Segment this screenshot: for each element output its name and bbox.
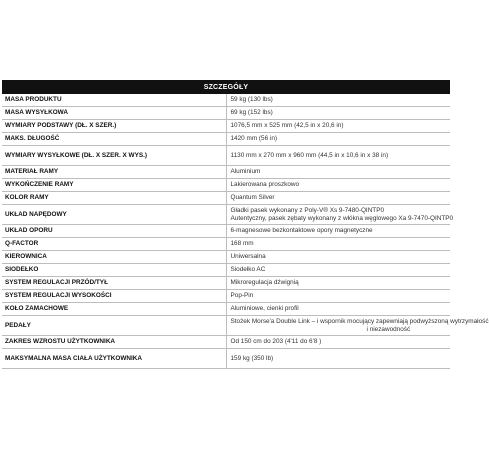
spec-value-line: Autentyczny, pasek zębaty wykonany z włókna węglowego Xa 9-7470-QINTP0	[230, 214, 454, 222]
spec-label: WYKOŃCZENIE RAMY	[2, 179, 226, 192]
spec-label: SYSTEM REGULACJI PRZÓD/TYŁ	[2, 277, 226, 290]
table-row	[2, 205, 450, 225]
spec-value	[226, 316, 489, 336]
spec-label: WYMIARY PODSTAWY (DŁ. X SZER.)	[2, 120, 226, 133]
spec-label: SIODEŁKO	[2, 264, 226, 277]
table-row	[2, 225, 450, 238]
table-header: SZCZEGÓŁY	[2, 80, 450, 94]
spec-label: MAKS. DŁUGOŚĆ	[2, 133, 226, 146]
spec-label: KIEROWNICA	[2, 251, 226, 264]
spec-label: SYSTEM REGULACJI WYSOKOŚCI	[2, 290, 226, 303]
table-header-row	[2, 80, 450, 94]
spec-value: 59 kg (130 lbs)	[226, 94, 450, 107]
spec-value-line: Gładki pasek wykonany z Poly-V® Xs 9-7480-QINTP0	[230, 206, 385, 214]
spec-value: Pop-Pin	[226, 290, 450, 303]
table-row	[2, 179, 450, 192]
spec-value: 1130 mm x 270 mm x 960 mm (44,5 in x 10,6 in x 38 in)	[226, 146, 450, 166]
spec-label: WYMIARY WYSYŁKOWE (DŁ. X SZER. X WYS.)	[2, 146, 226, 166]
specifications-table	[2, 80, 489, 369]
spec-value: 168 mm	[226, 238, 450, 251]
table-row	[2, 303, 450, 316]
table-row	[2, 94, 450, 107]
spec-value: Quantum Silver	[226, 192, 450, 205]
table-row	[2, 192, 450, 205]
spec-value: Mikroregulacja dźwignią	[226, 277, 450, 290]
spec-label: UKŁAD OPORU	[2, 225, 226, 238]
spec-value: Lakierowana proszkowo	[226, 179, 450, 192]
spec-value: 69 kg (152 lbs)	[226, 107, 450, 120]
table-row	[2, 251, 450, 264]
spec-label: KOŁO ZAMACHOWE	[2, 303, 226, 316]
spec-value: Od 150 cm do 203 (4'11 do 6'8 )	[226, 336, 450, 349]
table-row	[2, 120, 450, 133]
spec-value: 159 kg (350 lb)	[226, 349, 450, 369]
spec-value: Aluminium	[226, 166, 450, 179]
table-row	[2, 133, 450, 146]
spec-label: Q-FACTOR	[2, 238, 226, 251]
spec-value-line: Stożek Morse'a Double Link – i wspornik mocujący zapewniają podwyższoną wytrzymałość	[230, 317, 489, 325]
spec-value: Aluminiowe, cienki profil	[226, 303, 450, 316]
spec-label: PEDAŁY	[2, 316, 226, 336]
table-row	[2, 336, 450, 349]
spec-value: 1420 mm (56 in)	[226, 133, 450, 146]
spec-label: KOLOR RAMY	[2, 192, 226, 205]
spec-label: MATERIAŁ RAMY	[2, 166, 226, 179]
spec-value	[226, 205, 454, 225]
table-row	[2, 264, 450, 277]
spec-value: 6-magnesowe bezkontaktowe opory magnetyczne	[226, 225, 450, 238]
spec-label: MASA WYSYŁKOWA	[2, 107, 226, 120]
spec-label: MAKSYMALNA MASA CIAŁA UŻYTKOWNIKA	[2, 349, 226, 369]
spec-label: UKŁAD NAPĘDOWY	[2, 205, 226, 225]
table-row	[2, 146, 450, 166]
table-row	[2, 277, 450, 290]
table-row	[2, 238, 450, 251]
spec-label: MASA PRODUKTU	[2, 94, 226, 107]
spec-value: 1076,5 mm x 525 mm (42,5 in x 20,6 in)	[226, 120, 450, 133]
table-row	[2, 107, 450, 120]
table-row	[2, 166, 450, 179]
table-row	[2, 290, 450, 303]
spec-value-line: i niezawodność	[366, 325, 411, 333]
spec-label: ZAKRES WZROSTU UŻYTKOWNIKA	[2, 336, 226, 349]
spec-value: Siodełko AC	[226, 264, 450, 277]
spec-value: Uniwersalna	[226, 251, 450, 264]
table-row	[2, 316, 450, 336]
table-row	[2, 349, 450, 369]
